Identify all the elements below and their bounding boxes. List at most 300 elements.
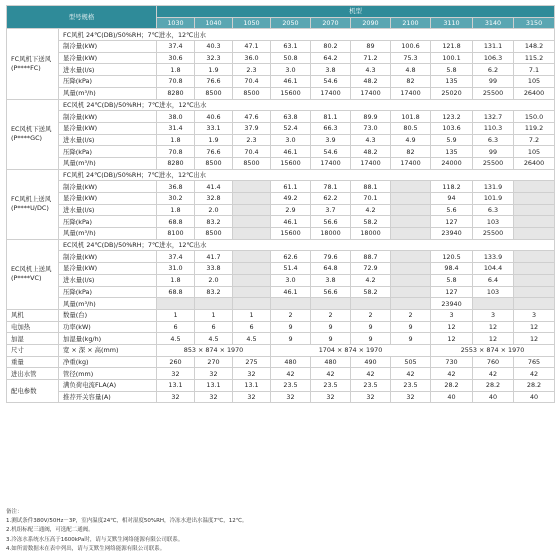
value-cell: 6: [195, 321, 233, 333]
value-cell: 30.6: [157, 52, 195, 64]
table-row: [7, 134, 555, 146]
value-cell: 41.4: [195, 181, 233, 193]
value-cell: 3.9: [311, 134, 351, 146]
value-cell: 40: [473, 391, 514, 403]
category-label: 加湿: [7, 333, 59, 345]
value-cell: 36.8: [157, 181, 195, 193]
spec-header-cell: 型号规格: [7, 6, 157, 29]
value-cell: 1.9: [195, 134, 233, 146]
value-cell: [391, 298, 431, 310]
value-cell: 13.1: [195, 380, 233, 392]
value-cell: 8500: [195, 87, 233, 99]
value-cell: 2: [311, 309, 351, 321]
value-cell: [233, 193, 271, 205]
value-cell: 68.8: [157, 216, 195, 228]
value-cell: 3.7: [311, 204, 351, 216]
value-cell: 15600: [271, 228, 311, 240]
table-row: [7, 391, 555, 403]
value-cell: 42: [271, 368, 311, 380]
value-cell: 106.3: [473, 52, 514, 64]
value-cell: 30.2: [157, 193, 195, 205]
row-label: 制冷量(kW): [59, 41, 157, 53]
table-row: [7, 76, 555, 88]
value-cell: 40.3: [195, 41, 233, 53]
value-cell: 82: [391, 76, 431, 88]
value-cell: 98.4: [431, 263, 473, 275]
value-cell: 8100: [157, 228, 195, 240]
value-cell: 88.1: [351, 181, 391, 193]
value-cell: 54.6: [311, 146, 351, 158]
row-label: 压降(kPa): [59, 216, 157, 228]
value-cell: 42: [473, 368, 514, 380]
value-cell: 12: [431, 321, 473, 333]
table-row: [7, 41, 555, 53]
value-cell: 1.8: [157, 64, 195, 76]
value-cell: 70.4: [233, 146, 271, 158]
value-cell: 23940: [431, 298, 473, 310]
value-cell: 23.5: [391, 380, 431, 392]
value-cell: [391, 251, 431, 263]
size-cell: 2553 × 874 × 1970: [431, 344, 555, 356]
row-label: 净重(kg): [59, 356, 157, 368]
value-cell: 12: [473, 333, 514, 345]
table-row: [7, 309, 555, 321]
value-cell: 24000: [431, 157, 473, 169]
value-cell: 13.1: [233, 380, 271, 392]
value-cell: 2.9: [271, 204, 311, 216]
value-cell: 490: [351, 356, 391, 368]
value-cell: 46.1: [271, 216, 311, 228]
value-cell: 61.1: [271, 181, 311, 193]
value-cell: 17400: [311, 87, 351, 99]
value-cell: 49.2: [271, 193, 311, 205]
value-cell: 83.2: [195, 216, 233, 228]
value-cell: 32.3: [195, 52, 233, 64]
value-cell: 5.8: [431, 64, 473, 76]
value-cell: [514, 263, 555, 275]
table-row: [7, 193, 555, 205]
value-cell: 1: [195, 309, 233, 321]
value-cell: 40: [514, 391, 555, 403]
value-cell: 36.0: [233, 52, 271, 64]
value-cell: 133.9: [473, 251, 514, 263]
value-cell: 5.9: [431, 134, 473, 146]
value-cell: 270: [195, 356, 233, 368]
category-label: 尺寸: [7, 344, 59, 356]
value-cell: 8500: [195, 228, 233, 240]
value-cell: 32: [157, 368, 195, 380]
value-cell: 730: [431, 356, 473, 368]
value-cell: 15600: [271, 87, 311, 99]
value-cell: 2.0: [195, 204, 233, 216]
row-label: 制冷量(kW): [59, 251, 157, 263]
model-cell: 3140: [473, 17, 514, 29]
value-cell: 71.2: [351, 52, 391, 64]
value-cell: 70.1: [351, 193, 391, 205]
row-label: 进水量(l/s): [59, 274, 157, 286]
value-cell: 3: [431, 309, 473, 321]
table-row: [7, 64, 555, 76]
value-cell: 1: [157, 309, 195, 321]
value-cell: 101.8: [391, 111, 431, 123]
value-cell: 73.0: [351, 122, 391, 134]
value-cell: 100.6: [391, 41, 431, 53]
value-cell: 89: [351, 41, 391, 53]
value-cell: 132.7: [473, 111, 514, 123]
value-cell: 9: [311, 333, 351, 345]
value-cell: 33.1: [195, 122, 233, 134]
value-cell: 4.2: [351, 204, 391, 216]
table-row: [7, 146, 555, 158]
value-cell: 6: [233, 321, 271, 333]
value-cell: 3.8: [311, 274, 351, 286]
value-cell: 4.2: [351, 274, 391, 286]
value-cell: [514, 298, 555, 310]
value-cell: 48.2: [351, 146, 391, 158]
value-cell: 31.4: [157, 122, 195, 134]
value-cell: 9: [391, 321, 431, 333]
value-cell: 17400: [351, 157, 391, 169]
value-cell: 40.6: [195, 111, 233, 123]
group-label: EC风机上送风 (P****VC): [7, 239, 59, 309]
model-cell: 1050: [233, 17, 271, 29]
value-cell: 1.8: [157, 134, 195, 146]
value-cell: 32: [195, 368, 233, 380]
value-cell: 12: [514, 333, 555, 345]
value-cell: 4.8: [391, 64, 431, 76]
condition-note: FC风机 24℃(DB)/50%RH；7℃进水，12℃出水: [59, 169, 555, 181]
value-cell: 3: [473, 309, 514, 321]
value-cell: 37.4: [157, 41, 195, 53]
value-cell: 46.1: [271, 76, 311, 88]
value-cell: [311, 298, 351, 310]
value-cell: 103: [473, 286, 514, 298]
value-cell: 4.5: [157, 333, 195, 345]
value-cell: 480: [271, 356, 311, 368]
row-label: 满负荷电流FLA(A): [59, 380, 157, 392]
value-cell: 2.3: [233, 64, 271, 76]
value-cell: 94: [431, 193, 473, 205]
spec-table: [6, 5, 555, 403]
value-cell: [233, 263, 271, 275]
table-row: [7, 380, 555, 392]
value-cell: 3.0: [271, 64, 311, 76]
value-cell: 32: [195, 391, 233, 403]
value-cell: 76.6: [195, 146, 233, 158]
value-cell: 26400: [514, 87, 555, 99]
value-cell: [514, 286, 555, 298]
condition-note: EC风机 24℃(DB)/50%RH；7℃进水，12℃出水: [59, 239, 555, 251]
value-cell: 1.9: [195, 64, 233, 76]
model-cell: 1030: [157, 17, 195, 29]
value-cell: 127: [431, 216, 473, 228]
model-cell: 2090: [351, 17, 391, 29]
value-cell: 6.2: [473, 64, 514, 76]
value-cell: [233, 286, 271, 298]
value-cell: 23.5: [271, 380, 311, 392]
model-cell: 2070: [311, 17, 351, 29]
value-cell: 9: [351, 321, 391, 333]
value-cell: 6.3: [473, 204, 514, 216]
value-cell: 42: [431, 368, 473, 380]
value-cell: 17400: [391, 157, 431, 169]
value-cell: 82: [391, 146, 431, 158]
value-cell: 72.9: [351, 263, 391, 275]
table-row: [7, 216, 555, 228]
value-cell: 275: [233, 356, 271, 368]
value-cell: 80.5: [391, 122, 431, 134]
row-label: 管径(mm): [59, 368, 157, 380]
row-label: 功率(kW): [59, 321, 157, 333]
value-cell: 127: [431, 286, 473, 298]
value-cell: 32.8: [195, 193, 233, 205]
value-cell: 41.7: [195, 251, 233, 263]
value-cell: 51.4: [271, 263, 311, 275]
spec-table-container: [6, 5, 554, 403]
condition-row: [7, 29, 555, 41]
model-cell: 2100: [391, 17, 431, 29]
value-cell: 66.3: [311, 122, 351, 134]
value-cell: 23.5: [351, 380, 391, 392]
value-cell: [351, 298, 391, 310]
value-cell: 6: [157, 321, 195, 333]
value-cell: 42: [351, 368, 391, 380]
value-cell: [157, 298, 195, 310]
value-cell: [514, 274, 555, 286]
row-label: 压降(kPa): [59, 286, 157, 298]
model-header-cell: 机型: [157, 6, 555, 18]
value-cell: 7.1: [514, 64, 555, 76]
value-cell: 131.9: [473, 181, 514, 193]
value-cell: 110.3: [473, 122, 514, 134]
value-cell: 4.3: [351, 64, 391, 76]
value-cell: [514, 228, 555, 240]
value-cell: 64.2: [311, 52, 351, 64]
value-cell: 18000: [351, 228, 391, 240]
table-row: [7, 204, 555, 216]
value-cell: 7.2: [514, 134, 555, 146]
value-cell: 70.4: [233, 76, 271, 88]
condition-note: EC风机 24℃(DB)/50%RH；7℃进水，12℃出水: [59, 99, 555, 111]
value-cell: [271, 298, 311, 310]
value-cell: [233, 251, 271, 263]
value-cell: 8280: [157, 87, 195, 99]
value-cell: [514, 193, 555, 205]
value-cell: [514, 216, 555, 228]
value-cell: 17400: [311, 157, 351, 169]
value-cell: 104.4: [473, 263, 514, 275]
value-cell: 1: [233, 309, 271, 321]
table-row: [7, 263, 555, 275]
value-cell: 5.8: [431, 274, 473, 286]
value-cell: 131.1: [473, 41, 514, 53]
row-label: 显冷量(kW): [59, 122, 157, 134]
value-cell: 13.1: [157, 380, 195, 392]
value-cell: 2.0: [195, 274, 233, 286]
value-cell: 23940: [431, 228, 473, 240]
value-cell: 28.2: [514, 380, 555, 392]
row-label: 制冷量(kW): [59, 181, 157, 193]
value-cell: 40: [431, 391, 473, 403]
table-row: [7, 228, 555, 240]
group-label: EC风机下送风 (P****GC): [7, 99, 59, 169]
row-label: 压降(kPa): [59, 146, 157, 158]
value-cell: 32: [233, 391, 271, 403]
value-cell: 12: [514, 321, 555, 333]
value-cell: 3.8: [311, 64, 351, 76]
group-label: FC风机上送风 (P****U/DC): [7, 169, 59, 239]
value-cell: 4.3: [351, 134, 391, 146]
category-label: 进出水管: [7, 368, 59, 380]
notes-section: [6, 508, 554, 554]
value-cell: 37.9: [233, 122, 271, 134]
value-cell: 8500: [195, 157, 233, 169]
value-cell: [233, 228, 271, 240]
row-label: 数量(台): [59, 309, 157, 321]
table-row: [7, 286, 555, 298]
value-cell: 135: [431, 76, 473, 88]
value-cell: 58.2: [351, 286, 391, 298]
value-cell: 78.1: [311, 181, 351, 193]
value-cell: 119.2: [514, 122, 555, 134]
value-cell: 32: [391, 391, 431, 403]
value-cell: 765: [514, 356, 555, 368]
row-label: 风量(m³/h): [59, 298, 157, 310]
value-cell: 25500: [473, 87, 514, 99]
value-cell: [233, 216, 271, 228]
model-cell: 3150: [514, 17, 555, 29]
value-cell: 1.8: [157, 204, 195, 216]
value-cell: [473, 298, 514, 310]
value-cell: 62.6: [271, 251, 311, 263]
table-row: [7, 368, 555, 380]
model-cell: 1040: [195, 17, 233, 29]
value-cell: 17400: [351, 87, 391, 99]
value-cell: 80.2: [311, 41, 351, 53]
value-cell: 81.1: [311, 111, 351, 123]
category-label: 重量: [7, 356, 59, 368]
value-cell: 101.9: [473, 193, 514, 205]
value-cell: 99: [473, 76, 514, 88]
value-cell: 260: [157, 356, 195, 368]
value-cell: 28.2: [473, 380, 514, 392]
value-cell: 42: [311, 368, 351, 380]
row-label: 压降(kPa): [59, 76, 157, 88]
value-cell: 75.3: [391, 52, 431, 64]
value-cell: [391, 193, 431, 205]
value-cell: 56.6: [311, 286, 351, 298]
value-cell: 70.8: [157, 76, 195, 88]
value-cell: 88.7: [351, 251, 391, 263]
value-cell: [514, 181, 555, 193]
value-cell: 32: [271, 391, 311, 403]
value-cell: [195, 298, 233, 310]
value-cell: 8500: [233, 87, 271, 99]
value-cell: 2.3: [233, 134, 271, 146]
value-cell: 2: [271, 309, 311, 321]
value-cell: 505: [391, 356, 431, 368]
condition-row: [7, 169, 555, 181]
value-cell: 8500: [233, 157, 271, 169]
value-cell: 32: [233, 368, 271, 380]
value-cell: 12: [431, 333, 473, 345]
condition-row: [7, 99, 555, 111]
value-cell: 4.5: [195, 333, 233, 345]
note-line: 备注：: [6, 509, 23, 515]
value-cell: 58.2: [351, 216, 391, 228]
table-row: [7, 122, 555, 134]
row-label: 风量(m³/h): [59, 157, 157, 169]
value-cell: 63.8: [271, 111, 311, 123]
value-cell: 68.8: [157, 286, 195, 298]
value-cell: 9: [351, 333, 391, 345]
value-cell: 3.0: [271, 134, 311, 146]
value-cell: 33.8: [195, 263, 233, 275]
value-cell: 120.5: [431, 251, 473, 263]
value-cell: 103.6: [431, 122, 473, 134]
row-label: 宽 × 深 × 高(mm): [59, 344, 157, 356]
value-cell: 89.9: [351, 111, 391, 123]
value-cell: 480: [311, 356, 351, 368]
note-line: 1.测试条件380V/50Hz－3P，室内温度24℃，相对湿度50%RH，冷冻水进出水温度7℃，12℃。: [6, 518, 248, 525]
table-row: [7, 356, 555, 368]
table-row: [7, 111, 555, 123]
size-cell: 853 × 874 × 1970: [157, 344, 271, 356]
value-cell: 103: [473, 216, 514, 228]
header-row: [7, 6, 555, 18]
spec-table-body: [7, 6, 555, 403]
note-line: 2.机组标配三通阀，可选配二通阀。: [6, 527, 94, 534]
value-cell: 54.6: [311, 76, 351, 88]
value-cell: 47.1: [233, 41, 271, 53]
value-cell: [391, 228, 431, 240]
note-line: 3.冷冻水系统水压高于1600kPa时，请与艾默生网络能源有限公司联系。: [6, 536, 184, 543]
value-cell: 37.4: [157, 251, 195, 263]
value-cell: 9: [271, 333, 311, 345]
value-cell: 99: [473, 146, 514, 158]
condition-note: FC风机 24℃(DB)/50%RH；7℃进水，12℃出水: [59, 29, 555, 41]
value-cell: 9: [391, 333, 431, 345]
table-row: [7, 87, 555, 99]
value-cell: 2: [351, 309, 391, 321]
row-label: 推荐开关容量(A): [59, 391, 157, 403]
value-cell: [514, 251, 555, 263]
value-cell: 135: [431, 146, 473, 158]
row-label: 风量(m³/h): [59, 87, 157, 99]
value-cell: 4.5: [233, 333, 271, 345]
row-label: 进水量(l/s): [59, 134, 157, 146]
value-cell: 64.8: [311, 263, 351, 275]
value-cell: 32: [311, 391, 351, 403]
value-cell: [391, 204, 431, 216]
value-cell: 3: [514, 309, 555, 321]
value-cell: [391, 274, 431, 286]
group-label: FC风机下送风 (P****FC): [7, 29, 59, 99]
table-row: [7, 321, 555, 333]
value-cell: 28.2: [431, 380, 473, 392]
table-row: [7, 344, 555, 356]
value-cell: [233, 274, 271, 286]
value-cell: [391, 216, 431, 228]
category-label: 配电参数: [7, 380, 59, 403]
value-cell: 38.0: [157, 111, 195, 123]
table-row: [7, 181, 555, 193]
row-label: 进水量(l/s): [59, 204, 157, 216]
table-row: [7, 274, 555, 286]
value-cell: 121.8: [431, 41, 473, 53]
row-label: 显冷量(kW): [59, 52, 157, 64]
value-cell: 18000: [311, 228, 351, 240]
